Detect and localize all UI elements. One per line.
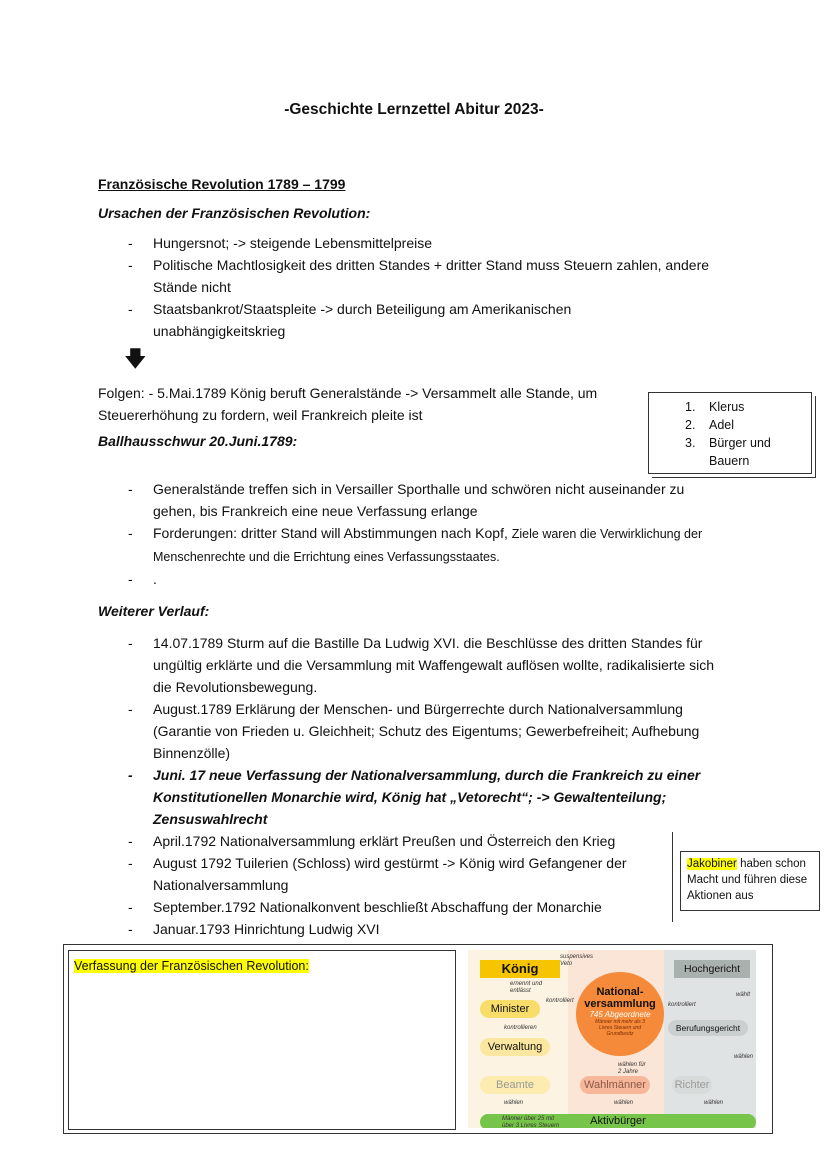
label: kontrolliert — [668, 1002, 696, 1008]
label: wählen — [734, 1054, 754, 1060]
list-item: - Januar.1793 Hinrichtung Ludwig XVI — [98, 918, 723, 940]
down-arrow-icon: 🡇 — [124, 346, 147, 371]
note-text: haben schon Macht und führen diese Aktionen aus — [687, 858, 808, 902]
consequences-text: Folgen: - 5.Mai.1789 König beruft Generalstände -> Versammelt alle Stande, um Steuererhöhung zu fordern, weil Frankreich pleite ist — [98, 385, 598, 423]
estate-item — [685, 416, 811, 434]
num: 2. — [685, 418, 696, 432]
list-item: - Politische Machtlosigkeit des dritten Standes + dritter Stand muss Steuern zahlen, andere Stände nicht — [98, 254, 728, 298]
list-item: - August 1792 Tuilerien (Schloss) wird gestürmt -> König wird Gefangener der Nationalversammlung — [98, 852, 723, 896]
estates-box — [648, 392, 812, 474]
list-item: - 14.07.1789 Sturm auf die Bastille Da Ludwig XVI. die Beschlüsse des dritten Standes für ungültig erklärte und die Versammlung mit Waffengewalt auflösen wollte, radikalisierte sich die Revolutionsbewegung. — [98, 632, 723, 698]
richter-box: Richter — [672, 1076, 712, 1094]
list-item-text-small: Ziele waren die Verwirklichung der Menschenrechte und die Errichtung eines Verfassungsstaates. — [153, 527, 703, 564]
num: 1. — [685, 400, 696, 414]
list-item: - Staatsbankrot/Staatspleite -> durch Beteiligung am Amerikanischen unabhängigkeitskrieg — [98, 298, 728, 342]
causes-heading: Ursachen der Französischen Revolution: — [98, 205, 371, 221]
label: suspensives Veto — [560, 954, 594, 967]
constitution-label: Verfassung der Französischen Revolution: — [74, 959, 309, 973]
nv-count: 745 Abgeordnete — [589, 1010, 651, 1019]
ballhaus-heading: Ballhausschwur 20.Juni.1789: — [98, 433, 298, 449]
label: kontrollieren — [504, 1025, 537, 1031]
document-body — [98, 173, 738, 946]
hochgericht-box: Hochgericht — [674, 960, 750, 978]
highlight: Jakobiner — [687, 858, 737, 870]
nv-note: Männer mit mehr als 3 Livres Steuern und Grundbesitz — [595, 1019, 645, 1037]
divider — [672, 832, 673, 922]
page-title: -Geschichte Lernzettel Abitur 2023- — [284, 101, 544, 118]
estate: Klerus — [709, 400, 745, 414]
label: wählen — [704, 1100, 724, 1106]
list-item: - September.1792 Nationalkonvent beschließt Abschaffung der Monarchie — [98, 896, 723, 918]
list-item — [98, 522, 728, 568]
label: wählen — [504, 1100, 524, 1106]
list-item: - August.1789 Erklärung der Menschen- und Bürgerrechte durch Nationalversammlung (Garantie von Frieden u. Gleichheit; Schutz des Eigentums; Gewerbefreiheit; Aufhebung Binnenzölle) — [98, 698, 723, 764]
jakobiner-note — [680, 851, 820, 911]
estate-item — [685, 398, 811, 416]
minister-box: Minister — [480, 1000, 540, 1018]
estate: Bürger und Bauern — [709, 436, 771, 468]
label: kontrolliert — [546, 998, 574, 1004]
koenig-box: König — [480, 960, 560, 978]
course-heading: Weiterer Verlauf: — [98, 603, 210, 619]
list-item: - Juni. 17 neue Verfassung der Nationalversammlung, durch die Frankreich zu einer Konstitutionellen Monarchie wird, König hat „Vetorecht“; -> Gewaltenteilung; Zensuswahlrecht — [98, 764, 723, 830]
label: wählt — [736, 992, 751, 998]
estate: Adel — [709, 418, 735, 432]
constitution-diagram — [468, 950, 756, 1128]
wahlmaenner-box: Wahlmänner — [580, 1076, 650, 1094]
num: 3. — [685, 436, 696, 450]
list-item: - Hungersnot; -> steigende Lebensmittelpreise — [98, 232, 728, 254]
nv-label: National- — [596, 986, 644, 998]
label: Männer über 25 mit über 3 Livres Steuern — [502, 1116, 560, 1128]
nationalversammlung-circle — [576, 972, 664, 1056]
list-item: - Generalstände treffen sich in Versailler Sporthalle und schwören nicht auseinander zu gehen, bis Frankreich eine neue Verfassung erlange — [98, 478, 728, 522]
nv-label: versammlung — [584, 998, 656, 1010]
beamte-box: Beamte — [480, 1076, 550, 1094]
estate-item — [685, 434, 811, 470]
verwaltung-box: Verwaltung — [480, 1038, 550, 1056]
section-heading: Französische Revolution 1789 – 1799 — [98, 176, 346, 192]
label: wählen für 2 Jahre — [618, 1062, 646, 1075]
label: wählen — [614, 1100, 634, 1106]
list-item: - April.1792 Nationalversammlung erklärt Preußen und Österreich den Krieg — [98, 830, 723, 852]
aktivbuerger-bar: Aktivbürger — [480, 1114, 756, 1128]
berufungsgericht-box: Berufungsgericht — [668, 1020, 748, 1036]
list-item-text: Forderungen: dritter Stand will Abstimmungen nach Kopf, — [153, 525, 512, 541]
constitution-textbox — [68, 950, 456, 1130]
label: ernennt und entlässt — [510, 981, 543, 994]
list-item: - . — [98, 568, 728, 590]
